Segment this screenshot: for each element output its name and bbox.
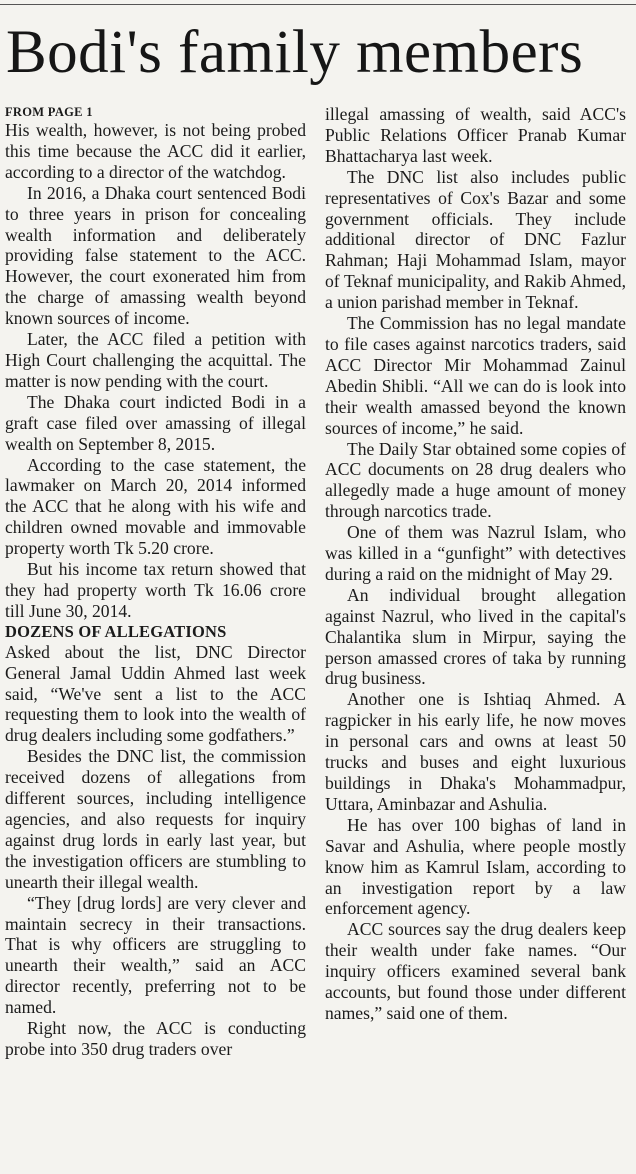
paragraph: Asked about the list, DNC Director General Jamal Uddin Ahmed last week said, “We've sent a list to the ACC requesting them to look into the wealth of drug dealers including some godfathers.” bbox=[5, 641, 306, 746]
headline: Bodi's family members bbox=[6, 19, 584, 86]
paragraph: The DNC list also includes public representatives of Cox's Bazar and some government officials. They include additional director of DNC Fazlur Rahman; Haji Mohammad Islam, mayor of Teknaf municipality, and Rakib Ahmed, a union parishad member in Teknaf. bbox=[325, 166, 626, 313]
right-column bbox=[325, 104, 626, 1024]
paragraph: Right now, the ACC is conducting probe into 350 drug traders over bbox=[5, 1018, 306, 1059]
paragraph: Later, the ACC filed a petition with High Court challenging the acquittal. The matter is now pending with the court. bbox=[5, 329, 306, 391]
paragraph: His wealth, however, is not being probed this time because the ACC did it earlier, according to a director of the watchdog. bbox=[5, 120, 306, 182]
paragraph: Besides the DNC list, the commission received dozens of allegations from different sources, including intelligence agencies, and also requests for inquiry against drug lords in early last year, but the investigation officers are stumbling to unearth their illegal wealth. bbox=[5, 746, 306, 892]
section-subheading: DOZENS OF ALLEGATIONS bbox=[5, 621, 227, 641]
paragraph: The Daily Star obtained some copies of ACC documents on 28 drug dealers who allegedly made a huge amount of money through narcotics trade. bbox=[325, 438, 626, 522]
paragraph: Another one is Ishtiaq Ahmed. A ragpicker in his early life, he now moves in personal cars and owns at least 50 trucks and buses and eight luxurious buildings in Dhaka's Mohammadpur, Uttara, Aminbazar and Ashulia. bbox=[325, 689, 626, 814]
left-column bbox=[5, 104, 306, 1060]
paragraph: ACC sources say the drug dealers keep their wealth under fake names. “Our inquiry officers examined several bank accounts, but found those under different names,” said one of them. bbox=[325, 919, 626, 1023]
top-rule bbox=[0, 4, 636, 5]
continuation-kicker: FROM PAGE 1 bbox=[5, 105, 93, 119]
paragraph: He has over 100 bighas of land in Savar and Ashulia, where people mostly know him as Kamrul Islam, according to an investigation report by a law enforcement agency. bbox=[325, 814, 626, 919]
paragraph: illegal amassing of wealth, said ACC's Public Relations Officer Pranab Kumar Bhattacharya last week. bbox=[325, 104, 626, 166]
paragraph: One of them was Nazrul Islam, who was killed in a “gunfight” with detectives during a raid on the midnight of May 29. bbox=[325, 522, 626, 584]
paragraph: The Dhaka court indicted Bodi in a graft case filed over amassing of illegal wealth on September 8, 2015. bbox=[5, 391, 306, 454]
paragraph: But his income tax return showed that they had property worth Tk 16.06 crore till June 30, 2014. bbox=[5, 559, 306, 621]
paragraph: According to the case statement, the lawmaker on March 20, 2014 informed the ACC that he along with his wife and children owned movable and immovable property worth Tk 5.20 crore. bbox=[5, 454, 306, 559]
paragraph: In 2016, a Dhaka court sentenced Bodi to three years in prison for concealing wealth information and deliberately providing false statement to the ACC. However, the court exonerated him from the charge of amassing wealth beyond known sources of income. bbox=[5, 182, 306, 329]
paragraph: The Commission has no legal mandate to file cases against narcotics traders, said ACC Director Mir Mohammad Zainul Abedin Shibli. “All we can do is look into their wealth amassed beyond the known sources of income,” he said. bbox=[325, 313, 626, 438]
paragraph: “They [drug lords] are very clever and maintain secrecy in their transactions. That is why officers are struggling to unearth their wealth,” said an ACC director recently, preferring not to be named. bbox=[5, 892, 306, 1018]
paragraph: An individual brought allegation against Nazrul, who lived in the capital's Chalantika slum in Mirpur, saying the person amassed crores of taka by running drug business. bbox=[325, 584, 626, 689]
